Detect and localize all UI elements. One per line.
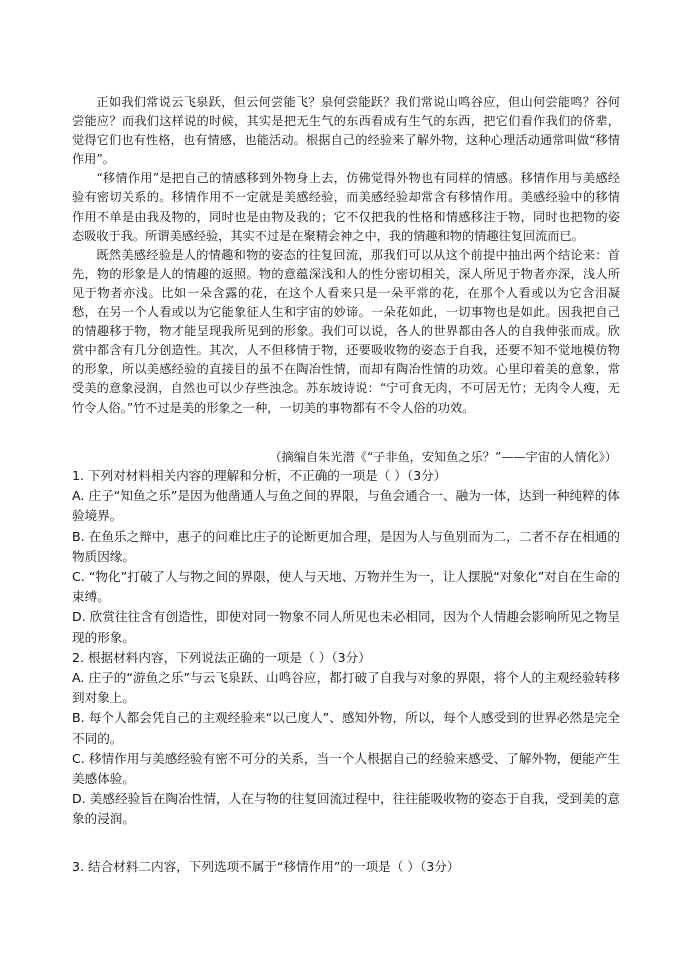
question-1-option-d: D. 欣赏往往含有创造性，即使对同一物象不同人所见也未必相同，因为个人情趣会影响所见之物呈现的形象。: [72, 609, 620, 645]
question-3-stem: 3. 结合材料二内容，下列选项不属于“移情作用”的一项是（ ）（3分）: [72, 859, 460, 874]
question-2-option-d: D. 美感经验旨在陶冶性情，人在与物的往复回流过程中，往往能吸收物的姿态于自我，受到美的意象的浸润。: [72, 791, 620, 827]
question-2-stem: 2. 根据材料内容，下列说法正确的一项是（ ）（3分）: [72, 649, 371, 665]
question-1-stem: 1. 下列对材料相关内容的理解和分析，不正确的一项是（ ）（3分）: [72, 468, 447, 483]
reading-passage: [72, 93, 620, 418]
question-2-option-c: C. 移情作用与美感经验有密不可分的关系，当一个人根据自己的经验来感受、了解外物，便能产生美感体验。: [72, 750, 620, 787]
question-block: [72, 466, 620, 830]
passage-paragraph-1: 正如我们常说云飞泉跃，但云何尝能飞？泉何尝能跃？我们常说山鸣谷应，但山何尝能鸣？谷何尝能应？而我们这样说的时候，其实是把无生气的东西看成有生气的东西，把它们看作我们的侪辈，觉得它们也有性格，也有情感，也能活动。根据自己的经验来了解外物，这种心理活动通常叫做“移情作用”。: [72, 95, 620, 167]
question-2-option-a: A. 庄子的“游鱼之乐”与云飞泉跃、山鸣谷应，都打破了自我与对象的界限，将个人的主观经验转移到对象上。: [72, 670, 620, 706]
question-1-option-c: C. “物化”打破了人与物之间的界限，使人与天地、万物并生为一，让人摆脱“对象化”对自在生命的束缚。: [72, 569, 620, 605]
passage-source: （摘编自朱光潜《“子非鱼，安知鱼之乐？”——宇宙的人情化》）: [269, 450, 617, 464]
passage-paragraph-2: “移情作用”是把自己的情感移到外物身上去，仿佛觉得外物也有同样的情感。移情作用与美感经验有密切关系的。移情作用不一定就是美感经验，而美感经验却常含有移情作用。美感经验中的移情作用不单是由我及物的，同时也是由物及我的；它不仅把我的性格和情感移注于物，同时也把物的姿态吸收于我。所谓美感经验，其实不过是在聚精会神之中，我的情趣和物的情趣往复回流而已。: [72, 171, 620, 243]
question-1-option-a: A. 庄子“知鱼之乐”是因为他凿通人与鱼之间的界限，与鱼会通合一、融为一体，达到一种纯粹的体验境界。: [72, 488, 620, 524]
question-2-option-b: B. 每个人都会凭自己的主观经验来“以己度人”、感知外物，所以，每个人感受到的世界必然是完全不同的。: [72, 710, 620, 746]
passage-paragraph-3: 既然美感经验是人的情趣和物的姿态的往复回流，那我们可以从这个前提中抽出两个结论来：首先，物的形象是人的情趣的返照。物的意蕴深浅和人的性分密切相关，深人所见于物者亦深，浅人所见于物者亦浅。比如一朵含露的花，在这个人看来只是一朵平常的花，在那个人看或以为它含泪凝愁，在另一个人看或以为它能象征人生和宇宙的妙谛。一朵花如此，一切事物也是如此。因我把自己的情趣移于物，物才能呈现我所见到的形象。我们可以说，各人的世界都由各人的自我伸张而成。欣赏中都含有几分创造性。其次，人不但移情于物，还要吸收物的姿态于自我，还要不知不觉地模仿物的形象，所以美感经验的直接目的虽不在陶冶性情，而却有陶冶性情的功效。心里印着美的意象，常受美的意象浸润，自然也可以少存些浊念。苏东坡诗说：“宁可食无肉，不可居无竹；无肉令人瘦，无竹令人俗。”竹不过是美的形象之一种，一切美的事物都有不令人俗的功效。: [72, 247, 620, 415]
question-1-option-b: B. 在鱼乐之辩中，惠子的问难比庄子的论断更加合理，是因为人与鱼别而为二，二者不存在相通的物质因缘。: [72, 528, 620, 564]
